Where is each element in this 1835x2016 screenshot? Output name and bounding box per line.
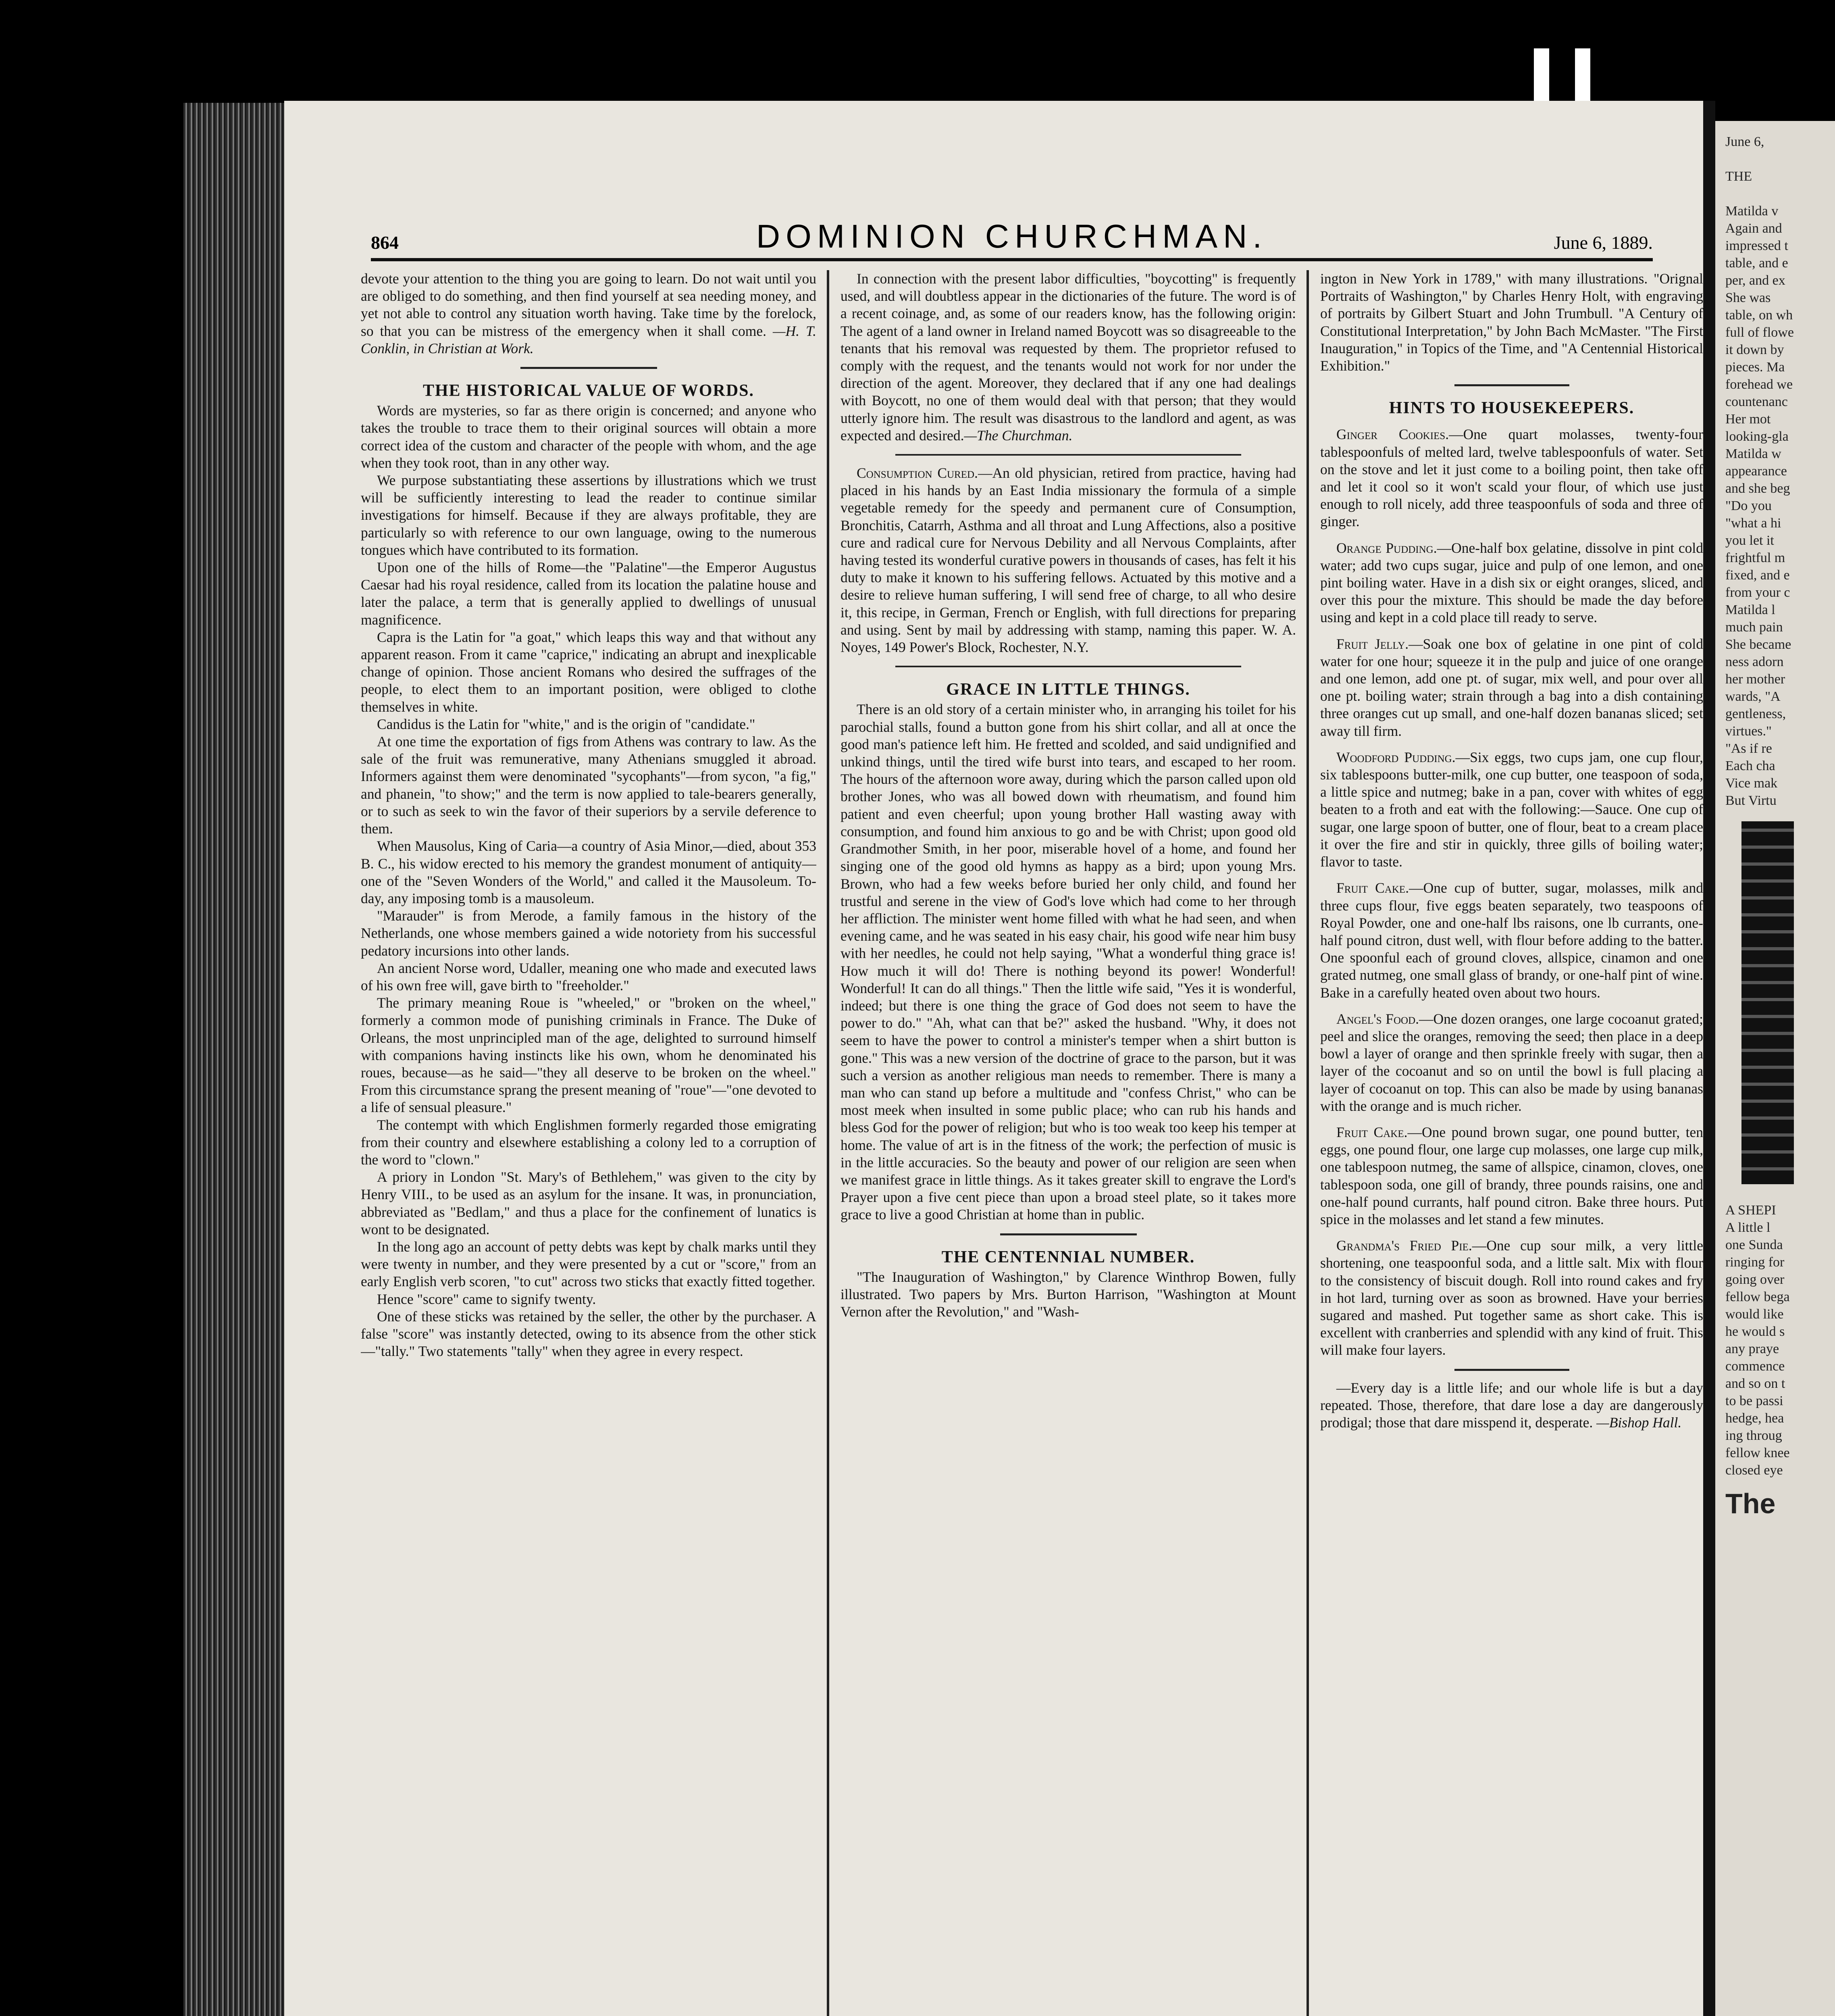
recipe-text: —One cup sour milk, a very little shortening, one teaspoonful soda, and a little salt. Mix with flour to the consistency of biscuit dough. Roll into round cakes and fry in hot lard, turning over as soon as browned. Have your berries sugared and mashed. Put together same as short cake. This is excellent with cranberries and splendid with any kind of fruit. This will make four layers.: [1320, 1237, 1703, 1358]
fragment-line: "Do you: [1725, 498, 1772, 513]
fragment-line: one Sunda: [1725, 1237, 1783, 1252]
recipe-item: [1320, 1237, 1703, 1359]
fragment-line: hedge, hea: [1725, 1411, 1784, 1426]
fragment-line: to be passi: [1725, 1393, 1783, 1408]
fragment-line: ing throug: [1725, 1428, 1782, 1443]
fragment-line: pieces. Ma: [1725, 360, 1785, 375]
recipe-name: Orange Pudding.: [1336, 539, 1437, 556]
fragment-line: any praye: [1725, 1341, 1779, 1356]
article-paragraph: We purpose substantiating these assertions by illustrations which we trust will be sufficiently interesting to lead the reader to continue similar investigations for himself. Because if they are always profitable, they are particularly so with reference to our own language, owing to the numerous tongues which have contributed to its formation.: [361, 472, 816, 558]
fragment-line: closed eye: [1725, 1463, 1783, 1478]
fragment-line: A SHEPI: [1725, 1203, 1776, 1218]
article-paragraph: The contempt with which Englishmen formerly regarded those emigrating from their country and elsewhere establishing a colony led to a corruption of the word to "clown.": [361, 1116, 816, 1168]
page-header: [371, 214, 1653, 261]
fragment-line: going over: [1725, 1272, 1785, 1287]
column-1: [361, 270, 816, 2016]
recipe-list: [1320, 426, 1703, 1359]
recipe-name: Ginger Cookies.: [1336, 426, 1449, 443]
fragment-line: from your c: [1725, 585, 1790, 600]
fragment-line: would like: [1725, 1307, 1784, 1322]
newspaper-page: [284, 101, 1703, 2016]
fragment-line: full of flowe: [1725, 325, 1794, 340]
fragment-line: fellow bega: [1725, 1289, 1790, 1304]
fragment-line: Each cha: [1725, 758, 1775, 773]
fragment-line: looking-gla: [1725, 429, 1789, 444]
fragment-line: and she beg: [1725, 481, 1790, 496]
page-gutter: [1703, 101, 1715, 2016]
adjacent-page-text: [1715, 121, 1835, 1519]
fragment-line: ness adorn: [1725, 654, 1784, 669]
advertisement-illustration: [1741, 821, 1794, 1184]
recipe-text: —One quart molasses, twenty-four tablespoonfuls of melted lard, twelve tablespoonfuls of water. Set on the stove and let it just come to a boiling point, then take off and let it cool so it won't scald your flour, of which use just enough to roll nicely, add three teaspoonfuls of soda and three of ginger.: [1320, 426, 1703, 530]
column-3: [1320, 270, 1703, 2016]
article-paragraph: When Mausolus, King of Caria—a country of Asia Minor,—died, about 353 B. C., his widow erected to his memory the grandest monument of antiquity—one of the "Seven Wonders of the World," and called it the Mausoleum. To-day, any imposing tomb is a mausoleum.: [361, 838, 816, 906]
intro-paragraph: devote your attention to the thing you are going to learn. Do not wait until you are obliged to do something, and then find yourself at sea needing money, and yet not able to control any situation worth having. Take time by the forelock, so that you can be mistress of the emergency when it shall come. —H. T. Conklin, in Christian at Work.: [361, 271, 816, 356]
article-paragraph: Hence "score" came to signify twenty.: [377, 1291, 596, 1307]
recipe-text: —One-half box gelatine, dissolve in pint cold water; add two cups sugar, juice and pulp of one lemon, and one pint boiling water. Have in a dish six or eight oranges, sliced, and over this pour the mixture. This should be made the day before using and kept in a cold place till ready to serve.: [1320, 539, 1703, 626]
fragment-line: much pain: [1725, 620, 1783, 635]
fragment-line: frightful m: [1725, 550, 1785, 565]
fragment-line: "what a hi: [1725, 516, 1781, 531]
article-paragraph: One of these sticks was retained by the seller, the other by the purchaser. A false "score" was instantly detected, owing to its absence from the other stick—"tally." Two statements "tally" when they agree in every respect.: [361, 1308, 816, 1360]
fragment-line: fellow knee: [1725, 1445, 1790, 1460]
article-title: THE CENTENNIAL NUMBER.: [941, 1248, 1195, 1266]
fragment-line: countenanc: [1725, 394, 1788, 409]
fragment-line: table, on wh: [1725, 308, 1793, 323]
fragment-line: She became: [1725, 637, 1791, 652]
book-binding: [183, 103, 288, 2016]
recipe-item: [1320, 1124, 1703, 1228]
article-paragraph: Candidus is the Latin for "white," and is the origin of "candidate.": [377, 716, 755, 732]
column-rule: [1307, 270, 1309, 2016]
recipe-text: —Soak one box of gelatine in one pint of cold water for one hour; squeeze it in the pulp and juice of one orange and one lemon, add one pt. of sugar, mix well, and pour over all one pt. boiling water; strain through a bag into a dish containing three oranges cut up small, and one-half dozen bananas sliced; set away till firm.: [1320, 635, 1703, 739]
recipe-name: Fruit Jelly.: [1336, 635, 1409, 652]
fragment-line: gentleness,: [1725, 706, 1786, 721]
fragment-line: Matilda w: [1725, 446, 1781, 461]
fragment-line: June 6,: [1725, 134, 1764, 149]
recipe-text: —One pound brown sugar, one pound butter, ten eggs, one pound flour, one large cup molasses, one large cup milk, one tablespoon nutmeg, the same of allspice, cinamon, cloves, one tablespoon soda, one gill of brandy, three pounds raisins, one and one-half pound currants, half pound citron. Bake three hours. Put spice in the molasses and let stand a few minutes.: [1320, 1124, 1703, 1227]
fragment-line: you let it: [1725, 533, 1774, 548]
fragment-line: A little l: [1725, 1220, 1771, 1235]
recipe-item: [1320, 879, 1703, 1001]
fragment-line: impressed t: [1725, 238, 1788, 253]
fragment-line: per, and ex: [1725, 273, 1785, 288]
fragment-line: he would s: [1725, 1324, 1785, 1339]
article-paragraph: The primary meaning Roue is "wheeled," or "broken on the wheel," formerly a common mode of punishing criminals in France. The Duke of Orleans, the most unprincipled man of the age, delighted to surround himself with companions having instincts like his own, whom he denominated his roues, because—as he said—"they all deserve to be broken on the wheel." From this circumstance sprang the present meaning of "roue"—"one devoted to a life of sensual pleasure.": [361, 995, 816, 1116]
fragment-line: "As if re: [1725, 741, 1772, 756]
article-paragraph: At one time the exportation of figs from Athens was contrary to law. As the sale of the fruit was remunerative, many Athenians smuggled it abroad. Informers against them were denominated "sycophants"—from sycon, "a fig," and phanein, "to show;" and the term is now applied to tale-bearers generally, or to such as seek to win the favor of their superiors by a servile deference to them.: [361, 733, 816, 837]
article-title: GRACE IN LITTLE THINGS.: [946, 680, 1190, 699]
fragment-line: forehead we: [1725, 377, 1793, 392]
recipe-item: [1320, 426, 1703, 530]
fragment-line: it down by: [1725, 342, 1784, 357]
article-paragraph: Capra is the Latin for "a goat," which leaps this way and that without any apparent reason. From it came "caprice," indicating an abrupt and inexplicable change of opinion. Those ancient Romans who desired the suffrages of the people, to elect them to an important position, were obliged to clothe themselves in white.: [361, 629, 816, 715]
article-paragraph: A priory in London "St. Mary's of Bethlehem," was given to the city by Henry VIII., to be used as an asylum for the insane. It was, in pronunciation, abbreviated as "Bedlam," and thus a place for the confinement of lunatics is wont to be designated.: [361, 1169, 816, 1237]
fragment-line: fixed, and e: [1725, 568, 1790, 583]
recipe-name: Angel's Food.: [1336, 1010, 1419, 1027]
recipe-text: —One cup of butter, sugar, molasses, milk and three cups flour, five eggs beaten separately, two teaspoons of Royal Powder, one and one-half lbs raisons, one lb currants, one-half pound citron, dust well, with flour before adding to the batter. One spoonful each of ground cloves, allspice, cinamon and one grated nutmeg, one small glass of brandy, or one-half pint of wine. Bake in a carefully heated oven about two hours.: [1320, 880, 1703, 1001]
recipe-name: Grandma's Fried Pie.: [1336, 1237, 1472, 1254]
recipe-name: Fruit Cake.: [1336, 1124, 1408, 1140]
closing-quote: —Every day is a little life; and our whole life is but a day repeated. Those, therefore, that dare lose a day are dangerously prodigal; those that dare misspend it, desperate. —Bishop Hall.: [1320, 1379, 1703, 1431]
boycott-paragraph: In connection with the present labor difficulties, "boycotting" is frequently used, and will doubtless appear in the dictionaries of the future. The word is of a recent coinage, and, as some of our readers know, has the following origin: The agent of a land owner in Ireland named Boycott was so disagreeable to the tenants that his removal was requested by them. The proprietor refused to comply with the request, and the tenants would not work for nor under the direction of the agent. Moreover, they declared that if any one had dealings with Boycott, no one of them would deal with that person; that they would utterly ignore him. The result was disastrous to the landlord and agent, as was expected and desired.—The Churchman.: [841, 271, 1296, 444]
column-rule: [827, 270, 829, 2016]
consumption-notice: Consumption Cured.—An old physician, retired from practice, having had placed in his hands by an East India missionary the formula of a simple vegetable remedy for the speedy and permanent cure of Consumption, Bronchitis, Catarrh, Asthma and all throat and Lung Affections, also a positive cure and radical cure for Nervous Debility and all Nervous Complaints, after having tested its wonderful curative powers in thousands of cases, has felt it his duty to make it known to his suffering fellows. Actuated by this motive and a desire to relieve human suffering, I will send free of charge, to all who desire it, this recipe, in German, French or English, with full directions for preparing and using. Sent by mail by addressing with stamp, naming this paper. W. A. Noyes, 149 Power's Block, Rochester, N.Y.: [841, 465, 1296, 656]
fragment-line: Her mot: [1725, 412, 1771, 427]
centennial-article: "The Inauguration of Washington," by Clarence Winthrop Bowen, fully illustrated. Two papers by Mrs. Burton Harrison, "Washington at Mount Vernon after the Revolution," and "Wash-: [841, 1268, 1296, 1320]
recipe-item: [1320, 635, 1703, 740]
recipe-item: [1320, 1010, 1703, 1115]
column-2: [841, 270, 1296, 2016]
recipe-item: [1320, 539, 1703, 627]
fragment-line: [1725, 1184, 1831, 1202]
grace-article: There is an old story of a certain minister who, in arranging his toilet for his parochial stalls, found a button gone from his shirt collar, and all at once the good man's patience left him. He fretted and scolded, and said undignified and unkind things, until the tired wife burst into tears, and escaped to her room. The hours of the afternoon wore away, during which the parson called upon old brother Jones, who was all bowed down with rheumatism, and found him patient and even cheerful; upon young brother Hall wasting away with consumption, and found him anxious to go and be with Christ; upon good old Grandmother Smith, in her poor, miserable hovel of a home, and found her singing one of the good old hymns as happy as a bird; upon young Mrs. Brown, who had a few weeks before buried her only child, and found her trustful and serene in the view of God's love which had come to her through her affliction. The minister went home filled with what he had seen, and when evening came, and he was seated in his easy chair, his good wife near him busy with her needles, he could not help saying, "What a wonderful thing grace is! How much it will do! There is nothing beyond its power! Wonderful! Wonderful! It can do all things." Then the little wife said, "Yes it is wonderful, indeed; but there is one thing the grace of God does not seem to have the power to do." "Ah, what can that be?" asked the husband. "Why, it does not seem to have the power to control a minister's temper when a shirt button is gone." This was a new version of the doctrine of grace to the parson, but it was such a version as another religious man needs to remember. There is many a man who can stand up before a multitude and "confess Christ," who can be most meek when insulted in some public place; who can rub his hands and bless God for the power of religion; but who is too weak too keep his temper at home. The value of art is in the fitness of the work; the perfection of music is in the little accuracies. So the beauty and power of our religion are seen when we manifest grace in little things. As it takes greater skill to engrave the Lord's Prayer upon a five cent piece than upon a broad steel plate, so it takes more grace to live a good Christian at home than in public.: [841, 701, 1296, 1223]
article-body: [361, 402, 816, 1360]
fragment-line: wards, "A: [1725, 689, 1781, 704]
article-paragraph: Upon one of the hills of Rome—the "Palatine"—the Emperor Augustus Caesar had his royal residence, called from its location the palatine house and later the palace, a term that is generally applied to dwellings of unusual magnificence.: [361, 559, 816, 628]
fragment-line: her mother: [1725, 672, 1785, 687]
article-title: THE HISTORICAL VALUE OF WORDS.: [422, 381, 755, 400]
fragment-line: Matilda l: [1725, 602, 1775, 617]
centennial-continued: ington in New York in 1789," with many illustrations. "Orignal Portraits of Washington," by Charles Henry Holt, with engraving of portraits by Gilbert Stuart and John Trumbull. "A Century of Constitutional Interpretation," by John Bach McMaster. "The First Inauguration," in Topics of the Time, and "A Centennial Historical Exhibition.": [1320, 271, 1703, 374]
fragment-line: appearance: [1725, 464, 1787, 479]
fragment-line: and so on t: [1725, 1376, 1785, 1391]
issue-date: June 6, 1889.: [1554, 232, 1653, 253]
recipe-name: Woodford Pudding.: [1336, 749, 1456, 765]
fragment-line: table, and e: [1725, 256, 1788, 271]
adjacent-page-fragment: [1715, 121, 1835, 2016]
fragment-line: [1725, 185, 1831, 202]
fragment-line: THE: [1725, 169, 1752, 184]
article-title: HINTS TO HOUSEKEEPERS.: [1389, 399, 1635, 418]
advertisement-heading: The: [1725, 1488, 1776, 1519]
recipe-item: [1320, 749, 1703, 871]
article-paragraph: Words are mysteries, so far as there origin is concerned; and anyone who takes the trouble to trace them to their original sources will obtain a more correct idea of the custom and character of the people with whom, and the age when they took root, than in any other way.: [361, 402, 816, 471]
masthead-title: DOMINION CHURCHMAN.: [756, 218, 1268, 255]
fragment-line: virtues.": [1725, 724, 1772, 739]
article-paragraph: "Marauder" is from Merode, a family famous in the history of the Netherlands, one whose members gained a wide notoriety from his successful pedatory incursions into other lands.: [361, 908, 816, 959]
page-number: 864: [371, 232, 399, 253]
fragment-line: commence: [1725, 1359, 1785, 1374]
fragment-line: ringing for: [1725, 1255, 1785, 1270]
recipe-text: —One dozen oranges, one large cocoanut grated; peel and slice the oranges, removing the seed; then place in a deep bowl a layer of orange and then sprinkle freely with sugar, then a layer of the cocoanut and so on until the bowl is full placing a layer of cocoanut on top. This can also be made by using bananas with the orange and is much richer.: [1320, 1010, 1703, 1114]
fragment-line: Again and: [1725, 221, 1782, 236]
fragment-line: She was: [1725, 290, 1771, 305]
article-paragraph: In the long ago an account of petty debts was kept by chalk marks until they were twenty in number, and they were presented by a cut or "score," from an early English verb scoren, "to cut" across two sticks that exactly fitted together.: [361, 1238, 816, 1290]
fragment-line: Vice mak: [1725, 776, 1778, 791]
fragment-line: But Virtu: [1725, 793, 1777, 808]
recipe-name: Fruit Cake.: [1336, 880, 1409, 896]
article-paragraph: An ancient Norse word, Udaller, meaning one who made and executed laws of his own free will, gave birth to "freeholder.": [361, 960, 816, 993]
fragment-line: Matilda v: [1725, 204, 1779, 219]
fragment-line: [1725, 150, 1831, 168]
recipe-text: —Six eggs, two cups jam, one cup flour, six tablespoons butter-milk, one cup butter, one teaspoon of soda, a little spice and nutmeg; bake in a pan, cover with whites of egg beaten to a froth and eat with the following:—Sauce. One cup of sugar, one large spoon of butter, one of flour, beat to a cream place it over the fire and stir in quickly, three gills of boiling water; flavor to taste.: [1320, 749, 1703, 870]
